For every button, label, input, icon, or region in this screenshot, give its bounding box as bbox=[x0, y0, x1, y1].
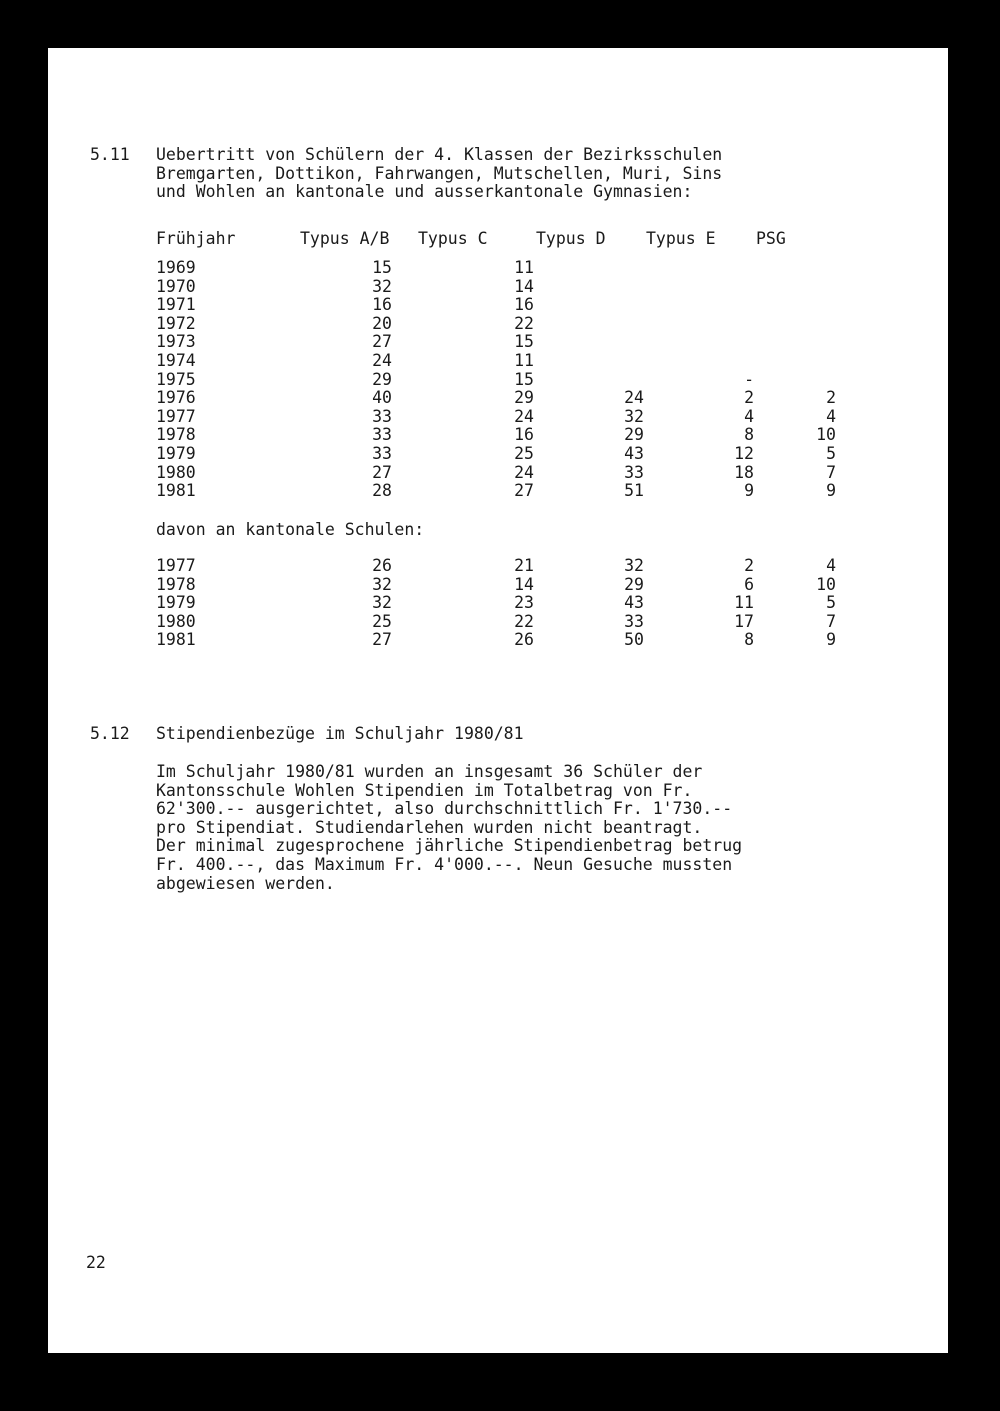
table-row bbox=[156, 315, 836, 334]
section-5-12-body bbox=[156, 763, 742, 893]
cell-year: 1981 bbox=[156, 630, 196, 650]
cell-year: 1969 bbox=[156, 258, 196, 277]
cell-typus-d bbox=[534, 371, 644, 390]
cell-psg: 5 bbox=[826, 593, 836, 613]
intro-line: und Wohlen an kantonale und ausserkantonale Gymnasien: bbox=[156, 182, 693, 202]
cell-typus-ab: 33 bbox=[372, 443, 392, 463]
body-line: Im Schuljahr 1980/81 wurden an insgesamt 36 Schüler der bbox=[156, 762, 703, 781]
cell-typus-e: 9 bbox=[744, 481, 754, 501]
section-5-11-intro bbox=[156, 146, 722, 202]
table-row bbox=[156, 576, 836, 595]
cell-typus-d: 33 bbox=[624, 462, 644, 482]
cell-typus-c: 27 bbox=[514, 481, 534, 501]
cell-typus-ab: 27 bbox=[372, 462, 392, 482]
cell-psg bbox=[754, 371, 836, 390]
cell-typus-c: 29 bbox=[514, 388, 534, 408]
cell-year: 1981 bbox=[156, 481, 196, 501]
cell-typus-ab: 32 bbox=[372, 574, 392, 594]
cell-psg: 4 bbox=[826, 556, 836, 575]
table-row bbox=[156, 613, 836, 632]
cell-year: 1978 bbox=[156, 425, 196, 445]
table-row bbox=[156, 371, 836, 390]
header-psg: PSG bbox=[756, 229, 786, 248]
cell-year: 1980 bbox=[156, 462, 196, 482]
cell-typus-e bbox=[644, 333, 754, 352]
cell-year: 1979 bbox=[156, 443, 196, 463]
cell-psg: 5 bbox=[826, 443, 836, 463]
cell-psg: 2 bbox=[826, 388, 836, 408]
cell-year: 1978 bbox=[156, 574, 196, 594]
section-number-5-12: 5.12 bbox=[90, 724, 130, 743]
cell-typus-c: 14 bbox=[514, 276, 534, 296]
cell-typus-d: 24 bbox=[624, 388, 644, 408]
cell-typus-e bbox=[644, 259, 754, 278]
cell-psg: 9 bbox=[826, 630, 836, 650]
body-line: Der minimal zugesprochene jährliche Stipendienbetrag betrug bbox=[156, 836, 743, 856]
cell-typus-ab: 29 bbox=[372, 369, 392, 389]
cell-typus-e: 8 bbox=[744, 425, 754, 445]
body-line: Fr. 400.--, das Maximum Fr. 4'000.--. Neun Gesuche mussten bbox=[156, 854, 733, 874]
cell-year: 1973 bbox=[156, 332, 196, 352]
table-row bbox=[156, 482, 836, 501]
cell-typus-e: 18 bbox=[734, 462, 754, 482]
cell-typus-c: 14 bbox=[514, 574, 534, 594]
cell-year: 1970 bbox=[156, 276, 196, 296]
cell-typus-ab: 32 bbox=[372, 593, 392, 613]
cell-typus-e: 8 bbox=[744, 630, 754, 650]
cell-typus-c: 16 bbox=[514, 425, 534, 445]
cell-typus-c: 21 bbox=[514, 556, 534, 575]
cell-typus-e: 17 bbox=[734, 611, 754, 631]
cell-typus-ab: 33 bbox=[372, 425, 392, 445]
intro-line: Bremgarten, Dottikon, Fahrwangen, Mutschellen, Muri, Sins bbox=[156, 163, 723, 183]
cell-year: 1975 bbox=[156, 369, 196, 389]
cell-typus-c: 11 bbox=[514, 350, 534, 370]
cell-psg: 10 bbox=[816, 425, 836, 445]
cell-typus-d: 50 bbox=[624, 630, 644, 650]
page-number: 22 bbox=[86, 1253, 106, 1272]
body-line: abgewiesen werden. bbox=[156, 873, 335, 893]
body-line: pro Stipendiat. Studiendarlehen wurden nicht beantragt. bbox=[156, 817, 703, 837]
cell-typus-d: 29 bbox=[624, 425, 644, 445]
cell-typus-d: 33 bbox=[624, 611, 644, 631]
table-row bbox=[156, 259, 836, 278]
cell-typus-ab: 40 bbox=[372, 388, 392, 408]
cell-typus-d bbox=[534, 259, 644, 278]
cell-psg bbox=[754, 315, 836, 334]
cell-typus-ab: 33 bbox=[372, 406, 392, 426]
cell-typus-c: 26 bbox=[514, 630, 534, 650]
document-page bbox=[48, 48, 948, 1353]
header-typus-c: Typus C bbox=[418, 229, 488, 248]
subheading-kantonal: davon an kantonale Schulen: bbox=[156, 520, 425, 539]
table-row bbox=[156, 296, 836, 315]
cell-typus-ab: 26 bbox=[372, 556, 392, 575]
cell-typus-e: 4 bbox=[744, 406, 754, 426]
cell-typus-d bbox=[534, 333, 644, 352]
cell-typus-d: 29 bbox=[624, 574, 644, 594]
cell-typus-c: 25 bbox=[514, 443, 534, 463]
cell-typus-e: 6 bbox=[744, 574, 754, 594]
table-row bbox=[156, 408, 836, 427]
cell-psg: 7 bbox=[826, 462, 836, 482]
cell-psg: 7 bbox=[826, 611, 836, 631]
table-row bbox=[156, 352, 836, 371]
transfer-table bbox=[156, 259, 836, 501]
cell-psg bbox=[754, 296, 836, 315]
cell-typus-ab: 32 bbox=[372, 276, 392, 296]
table-row bbox=[156, 278, 836, 297]
table-row bbox=[156, 557, 836, 576]
cell-typus-ab: 20 bbox=[372, 313, 392, 333]
cell-typus-e bbox=[644, 296, 754, 315]
cell-psg: 10 bbox=[816, 574, 836, 594]
cell-typus-ab: 27 bbox=[372, 332, 392, 352]
cell-typus-ab: 16 bbox=[372, 295, 392, 315]
cell-typus-e bbox=[644, 315, 754, 334]
cell-typus-d bbox=[534, 278, 644, 297]
table-row bbox=[156, 445, 836, 464]
cell-year: 1974 bbox=[156, 350, 196, 370]
transfer-table-header bbox=[156, 230, 796, 249]
header-typus-e: Typus E bbox=[646, 229, 716, 248]
cell-typus-e: 2 bbox=[744, 388, 754, 408]
cell-year: 1979 bbox=[156, 593, 196, 613]
cell-psg bbox=[754, 259, 836, 278]
cell-typus-e bbox=[644, 352, 754, 371]
cell-typus-ab: 27 bbox=[372, 630, 392, 650]
cell-typus-c: 15 bbox=[514, 332, 534, 352]
table-row bbox=[156, 333, 836, 352]
table-row bbox=[156, 594, 836, 613]
header-typus-ab: Typus A/B bbox=[300, 229, 390, 248]
cell-typus-ab: 24 bbox=[372, 350, 392, 370]
cell-typus-ab: 15 bbox=[372, 258, 392, 277]
cell-year: 1980 bbox=[156, 611, 196, 631]
cell-typus-c: 22 bbox=[514, 611, 534, 631]
cell-year: 1972 bbox=[156, 313, 196, 333]
kantonal-table bbox=[156, 557, 836, 650]
cell-typus-d: 32 bbox=[624, 556, 644, 575]
cell-psg: 4 bbox=[826, 406, 836, 426]
cell-psg: 9 bbox=[826, 481, 836, 501]
header-fruehjahr: Frühjahr bbox=[156, 229, 236, 248]
cell-typus-c: 11 bbox=[514, 258, 534, 277]
table-row bbox=[156, 389, 836, 408]
cell-typus-c: 16 bbox=[514, 295, 534, 315]
cell-typus-d bbox=[534, 296, 644, 315]
cell-typus-d bbox=[534, 352, 644, 371]
intro-line: Uebertritt von Schülern der 4. Klassen der Bezirksschulen bbox=[156, 145, 723, 164]
cell-typus-d bbox=[534, 315, 644, 334]
cell-typus-ab: 25 bbox=[372, 611, 392, 631]
cell-year: 1977 bbox=[156, 556, 196, 575]
cell-typus-d: 43 bbox=[624, 593, 644, 613]
cell-year: 1977 bbox=[156, 406, 196, 426]
cell-typus-c: 15 bbox=[514, 369, 534, 389]
cell-typus-c: 24 bbox=[514, 406, 534, 426]
header-typus-d: Typus D bbox=[536, 229, 606, 248]
cell-typus-c: 22 bbox=[514, 313, 534, 333]
body-line: 62'300.-- ausgerichtet, also durchschnittlich Fr. 1'730.-- bbox=[156, 799, 733, 819]
cell-year: 1976 bbox=[156, 388, 196, 408]
body-line: Kantonsschule Wohlen Stipendien im Totalbetrag von Fr. bbox=[156, 780, 693, 800]
cell-psg bbox=[754, 352, 836, 371]
cell-psg bbox=[754, 278, 836, 297]
cell-typus-d: 43 bbox=[624, 443, 644, 463]
cell-typus-e: - bbox=[744, 369, 754, 389]
section-5-12-title: Stipendienbezüge im Schuljahr 1980/81 bbox=[156, 724, 524, 743]
table-row bbox=[156, 426, 836, 445]
cell-year: 1971 bbox=[156, 295, 196, 315]
cell-typus-d: 32 bbox=[624, 406, 644, 426]
table-row bbox=[156, 631, 836, 650]
cell-typus-c: 23 bbox=[514, 593, 534, 613]
cell-typus-ab: 28 bbox=[372, 481, 392, 501]
cell-psg bbox=[754, 333, 836, 352]
cell-typus-e bbox=[644, 278, 754, 297]
cell-typus-e: 2 bbox=[744, 556, 754, 575]
cell-typus-e: 12 bbox=[734, 443, 754, 463]
table-row bbox=[156, 464, 836, 483]
cell-typus-d: 51 bbox=[624, 481, 644, 501]
cell-typus-c: 24 bbox=[514, 462, 534, 482]
section-number-5-11: 5.11 bbox=[90, 145, 130, 164]
cell-typus-e: 11 bbox=[734, 593, 754, 613]
table-header-row bbox=[156, 230, 796, 249]
